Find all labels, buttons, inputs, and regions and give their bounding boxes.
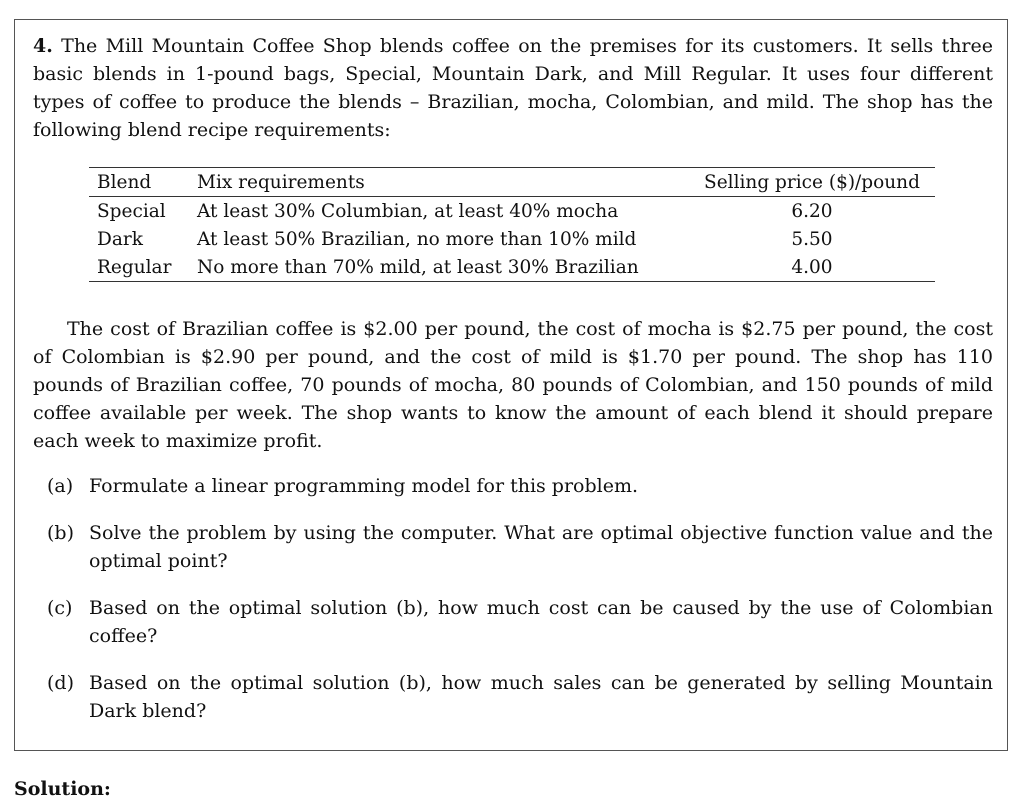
table-row [89, 253, 935, 282]
blend-cell: Dark [97, 228, 143, 250]
mix-cell: At least 30% Columbian, at least 40% mocha [197, 200, 619, 222]
price-cell: 5.50 [791, 228, 833, 250]
problem-box [14, 19, 1008, 751]
header-blend: Blend [97, 171, 152, 193]
header-mix: Mix requirements [197, 171, 365, 193]
table-row [89, 225, 935, 253]
problem-number: 4. [33, 35, 53, 57]
question-part-d [47, 669, 993, 725]
part-text: Based on the optimal solution (b), how much sales can be generated by selling Mountain Dark blend? [89, 672, 993, 722]
table-header-row [89, 168, 935, 197]
solution-heading: Solution: [14, 778, 111, 800]
price-cell: 6.20 [791, 200, 833, 222]
question-part-b [47, 519, 993, 575]
mix-cell: No more than 70% mild, at least 30% Brazilian [197, 256, 639, 278]
table-row [89, 197, 935, 226]
question-part-a [47, 472, 993, 500]
part-label: (b) [47, 522, 74, 544]
mix-cell: At least 50% Brazilian, no more than 10% mild [197, 228, 637, 250]
part-label: (a) [47, 475, 74, 497]
header-price: Selling price ($)/pound [704, 171, 920, 193]
part-label: (d) [47, 672, 74, 694]
part-text: Based on the optimal solution (b), how much cost can be caused by the use of Colombian coffee? [89, 597, 993, 647]
part-label: (c) [47, 597, 73, 619]
price-cell: 4.00 [791, 256, 833, 278]
blend-cell: Regular [97, 256, 172, 278]
part-text: Solve the problem by using the computer. What are optimal objective function value and the optimal point? [89, 522, 993, 572]
problem-intro-text: The Mill Mountain Coffee Shop blends coffee on the premises for its customers. It sells three basic blends in 1-pound bags, Special, Mountain Dark, and Mill Regular. It uses four different types of coffee to produce the blends – Brazilian, mocha, Colombian, and mild. The shop has the following blend recipe requirements: [33, 35, 993, 141]
cost-paragraph: The cost of Brazilian coffee is $2.00 per pound, the cost of mocha is $2.75 per pound, the cost of Colombian is $2.90 per pound, and the cost of mild is $1.70 per pound. The shop has 110 pounds of Brazilian coffee, 70 pounds of mocha, 80 pounds of Colombian, and 150 pounds of mild coffee available per week. The shop wants to know the amount of each blend it should prepare each week to maximize profit. [33, 318, 993, 452]
part-text: Formulate a linear programming model for this problem. [89, 475, 639, 497]
blend-table [89, 167, 935, 282]
blend-cell: Special [97, 200, 166, 222]
question-part-c [47, 594, 993, 650]
problem-intro [33, 32, 993, 144]
